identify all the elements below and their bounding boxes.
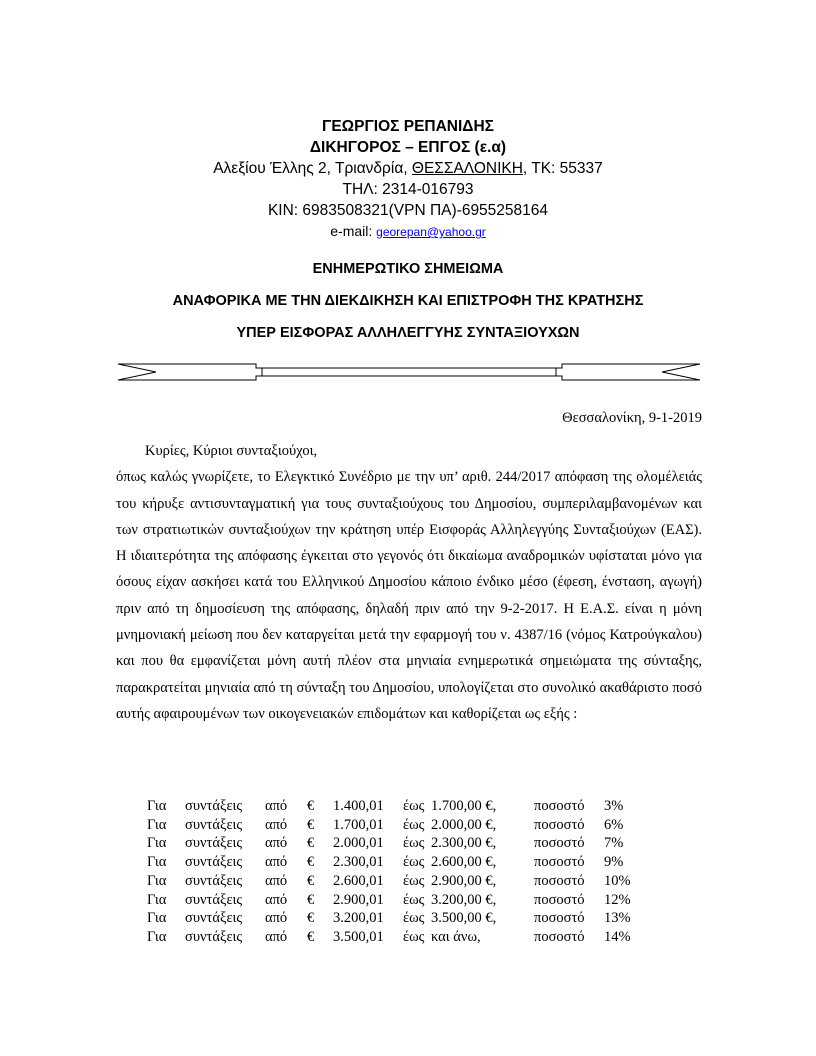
rate-cell-currency: €	[307, 854, 315, 871]
memo-subtitle-line-1: ΑΝΑΦΟΡΙΚΑ ΜΕ ΤΗΝ ΔΙΕΚΔΙΚΗΣΗ ΚΑΙ ΕΠΙΣΤΡΟΦΗ ΤΗΣ ΚΡΑΤΗΣΗΣ	[172, 293, 644, 309]
rate-cell-from-label: από	[265, 891, 288, 908]
rate-cell-from-amount: 2.600,01	[333, 872, 384, 889]
rate-cell-rate-value: 7%	[604, 835, 624, 852]
rate-cell-to-amount: 2.900,00 €,	[431, 872, 497, 889]
rate-row	[147, 872, 644, 891]
rate-cell-to-label: έως	[403, 928, 425, 945]
lawyer-name: ΓΕΩΡΓΙΟΣ ΡΕΠΑΝΙΔΗΣ	[322, 118, 494, 135]
rate-row	[147, 891, 644, 910]
rate-cell-currency: €	[307, 798, 315, 814]
rate-cell-rate-value: 9%	[604, 854, 624, 871]
rate-row	[147, 797, 644, 816]
rate-cell-to-amount: 1.700,00 €,	[431, 798, 497, 814]
rate-cell-prefix: Για	[147, 928, 167, 945]
rate-cell-to-label: έως	[403, 798, 425, 814]
address-postcode: , ΤΚ: 55337	[522, 160, 603, 177]
lawyer-title: ΔΙΚΗΓΟΡΟΣ – ΕΠΓΟΣ (ε.α)	[309, 139, 507, 156]
rate-cell-currency: €	[307, 910, 315, 927]
rate-cell-to-amount: 3.200,00 €,	[431, 891, 497, 908]
rate-cell-currency: €	[307, 891, 315, 908]
rate-cell-currency: €	[307, 835, 315, 852]
rate-cell-rate-value: 6%	[604, 816, 624, 833]
rate-cell-to-amount: 3.500,00 €,	[431, 910, 497, 927]
rate-cell-currency: €	[307, 816, 315, 833]
rate-cell-rate-value: 12%	[604, 891, 631, 908]
rate-cell-to-amount: 2.300,00 €,	[431, 835, 497, 852]
rate-cell-to-label: έως	[403, 891, 425, 908]
rate-cell-rate-value: 14%	[604, 928, 631, 945]
rate-cell-rate-label: ποσοστό	[534, 854, 585, 871]
memo-title: ΕΝΗΜΕΡΩΤΙΚΟ ΣΗΜΕΙΩΜΑ	[312, 261, 504, 277]
rate-cell-prefix: Για	[147, 835, 167, 852]
rate-cell-type: συντάξεις	[185, 835, 243, 852]
rate-cell-from-label: από	[265, 816, 288, 833]
rate-cell-prefix: Για	[147, 816, 167, 833]
email-label: e-mail:	[330, 223, 377, 239]
memo-body	[116, 438, 702, 727]
rate-cell-from-label: από	[265, 835, 288, 852]
memo-title-block	[0, 258, 816, 354]
rate-cell-type: συντάξεις	[185, 891, 243, 908]
rate-cell-from-label: από	[265, 854, 288, 871]
rate-row	[147, 853, 644, 872]
rate-cell-from-amount: 1.700,01	[333, 816, 384, 833]
rate-cell-to-amount: και άνω,	[431, 928, 481, 945]
rate-cell-rate-label: ποσοστό	[534, 798, 585, 814]
rate-cell-prefix: Για	[147, 854, 167, 871]
rate-cell-type: συντάξεις	[185, 816, 243, 833]
rate-cell-rate-value: 3%	[604, 798, 624, 814]
rate-row	[147, 928, 644, 947]
document-date: Θεσσαλονίκη, 9-1-2019	[562, 410, 702, 426]
rate-cell-rate-label: ποσοστό	[534, 928, 585, 945]
contribution-rates-table	[147, 797, 644, 947]
rate-row	[147, 909, 644, 928]
rate-cell-from-amount: 1.400,01	[333, 798, 384, 814]
rate-cell-type: συντάξεις	[185, 798, 243, 814]
rate-cell-to-label: έως	[403, 835, 425, 852]
rate-cell-to-label: έως	[403, 854, 425, 871]
address-city: ΘΕΣΣΑΛΟΝΙΚΗ	[411, 160, 523, 177]
rate-cell-rate-label: ποσοστό	[534, 872, 585, 889]
rate-row	[147, 816, 644, 835]
rate-cell-rate-label: ποσοστό	[534, 816, 585, 833]
rate-cell-currency: €	[307, 872, 315, 889]
rate-cell-type: συντάξεις	[185, 854, 243, 871]
rate-cell-rate-value: 10%	[604, 872, 631, 889]
rate-cell-prefix: Για	[147, 891, 167, 908]
rate-cell-prefix: Για	[147, 910, 167, 927]
rate-cell-to-label: έως	[403, 816, 425, 833]
rate-cell-prefix: Για	[147, 872, 167, 889]
rate-cell-type: συντάξεις	[185, 928, 243, 945]
rate-cell-type: συντάξεις	[185, 872, 243, 889]
rate-cell-from-label: από	[265, 798, 288, 814]
rate-cell-from-label: από	[265, 872, 288, 889]
rate-cell-currency: €	[307, 928, 315, 945]
rate-cell-from-label: από	[265, 910, 288, 927]
address-street: Αλεξίου Έλλης 2, Τριανδρία,	[213, 160, 412, 177]
rate-cell-rate-value: 13%	[604, 910, 631, 927]
rate-cell-to-label: έως	[403, 872, 425, 889]
rate-cell-from-amount: 2.000,01	[333, 835, 384, 852]
greeting: Κυρίες, Κύριοι συνταξιούχοι,	[145, 443, 318, 459]
rate-cell-to-amount: 2.000,00 €,	[431, 816, 497, 833]
memo-subtitle-line-2: ΥΠΕΡ ΕΙΣΦΟΡΑΣ ΑΛΛΗΛΕΓΓΥΗΣ ΣΥΝΤΑΞΙΟΥΧΩΝ	[236, 325, 580, 341]
rate-cell-from-label: από	[265, 928, 288, 945]
rate-cell-rate-label: ποσοστό	[534, 835, 585, 852]
email-link[interactable]: georepan@yahoo.gr	[376, 225, 486, 239]
rate-row	[147, 834, 644, 853]
rate-cell-from-amount: 2.900,01	[333, 891, 384, 908]
rate-cell-from-amount: 2.300,01	[333, 854, 384, 871]
decorative-divider	[116, 357, 702, 387]
rate-cell-rate-label: ποσοστό	[534, 891, 585, 908]
rate-cell-to-amount: 2.600,00 €,	[431, 854, 497, 871]
rate-cell-from-amount: 3.500,01	[333, 928, 384, 945]
rate-cell-prefix: Για	[147, 798, 167, 814]
body-paragraph: όπως καλώς γνωρίζετε, το Ελεγκτικό Συνέδριο με την υπ’ αριθ. 244/2017 απόφαση της ολομέλειάς του κήρυξε αντισυνταγματική για τους συνταξιούχους του Δημοσίου, συμπεριλαμβανομένων και των στρατιωτικών συνταξιούχων την κράτηση υπέρ Εισφοράς Αλληλεγγύης Συνταξιούχων (ΕΑΣ). Η ιδιαιτερότητα της απόφασης έγκειται στο γεγονός ότι δικαίωμα αναδρομικών υφίσταται μόνο για όσους είχαν ασκήσει κατά του Ελληνικού Δημοσίου κάποιο ένδικο μέσο (έφεση, ένσταση, αγωγή) πριν από τη δημοσίευση της απόφασης, δηλαδή πριν από την 9-2-2017. Η Ε.Α.Σ. είναι η μόνη μνημονιακή μείωση που δεν καταργείται μετά την εφαρμογή του ν. 4387/16 (νόμος Κατρούγκαλου) και που θα εμφανίζεται μόνη αυτή πλέον στα μηνιαία ενημερωτικά σημειώματα της σύνταξης, παρακρατείται μηνιαία από τη σύνταξη του Δημοσίου, υπολογίζεται στο συνολικό ακαθάριστο ποσό αυτής αφαιρουμένων των οικογενειακών επιδομάτων και καθορίζεται ως εξής :	[116, 469, 702, 722]
email-line	[0, 221, 816, 243]
phone-line: ΤΗΛ: 2314-016793	[342, 181, 474, 198]
rate-cell-from-amount: 3.200,01	[333, 910, 384, 927]
rates-table-body	[147, 797, 644, 947]
address-line	[0, 158, 816, 179]
rate-cell-to-label: έως	[403, 910, 425, 927]
letterhead	[0, 116, 816, 243]
rate-cell-rate-label: ποσοστό	[534, 910, 585, 927]
mobile-line: ΚΙΝ: 6983508321(VPN ΠΑ)-6955258164	[267, 202, 549, 219]
rate-cell-type: συντάξεις	[185, 910, 243, 927]
